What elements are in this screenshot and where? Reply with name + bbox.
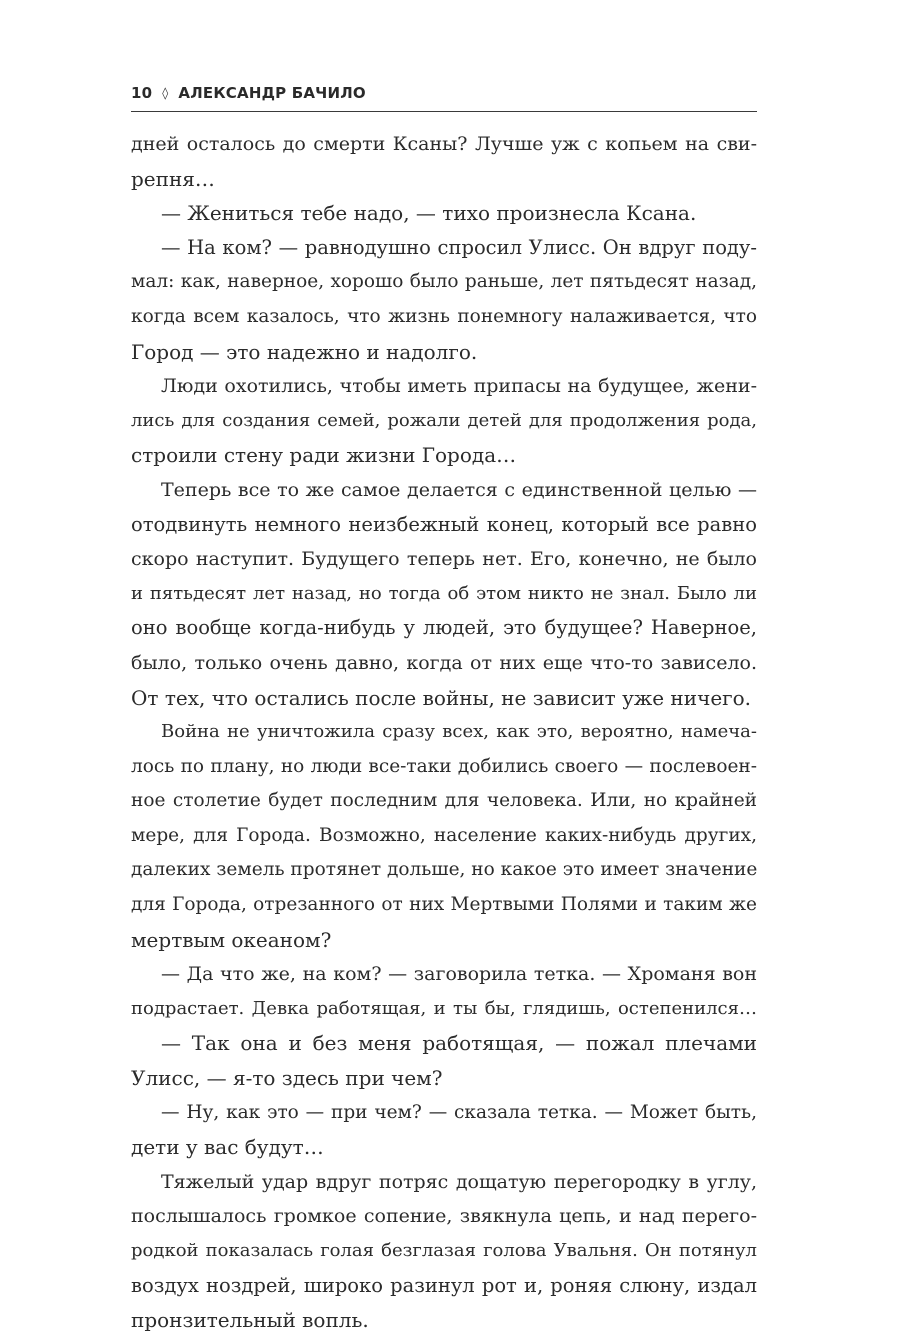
text-line: Тяжелый удар вдруг потряс дощатую перегородку в углу, (161, 1170, 757, 1193)
text-line: — Ну, как это — при чем? — сказала тетка. — Может быть, (161, 1101, 757, 1123)
text-line: родкой показалась голая безглазая голова Увальня. Он потянул (131, 1240, 757, 1261)
text-line: пронзительный вопль. (131, 1308, 369, 1333)
text-line: мере, для Города. Возможно, население каких-нибудь других, (131, 824, 757, 846)
text-line: подрастает. Девка работящая, и ты бы, глядишь, остепенился… (131, 997, 757, 1019)
text-line: ное столетие будет последним для человека. Или, но крайней (131, 790, 757, 812)
text-line: Улисс, — я-то здесь при чем? (131, 1066, 443, 1091)
text-line: — Да что же, на ком? — заговорила тетка. — Хроманя вон (161, 963, 757, 986)
text-line: для Города, отрезанного от них Мертвыми Полями и таким же (131, 894, 757, 916)
text-line: лись для создания семей, рожали детей для продолжения рода, (131, 409, 757, 431)
text-line: было, только очень давно, когда от них еще что-то зависело. (131, 651, 757, 674)
page-number: 10 (131, 84, 153, 102)
text-line: воздух ноздрей, широко разинул рот и, роняя слюну, издал (131, 1273, 757, 1297)
text-line: Люди охотились, чтобы иметь припасы на будущее, жени- (161, 375, 757, 398)
text-line: дети у вас будут… (131, 1135, 324, 1160)
text-line: мертвым океаном? (131, 927, 332, 952)
text-line: дней осталось до смерти Ксаны? Лучше уж с копьем на сви- (131, 133, 757, 155)
text-line: послышалось громкое сопение, звякнула цепь, и над перего- (131, 1205, 757, 1228)
header-rule (131, 111, 757, 112)
text-line: Город — это надежно и надолго. (131, 339, 478, 364)
text-line: строили стену ради жизни Города… (131, 443, 517, 468)
diamond-separator-icon: ◊ (162, 86, 169, 100)
running-head (131, 80, 757, 106)
text-line: репня… (131, 166, 215, 191)
text-line: Война не уничтожила сразу всех, как это, вероятно, намеча- (161, 721, 757, 743)
text-line: — Жениться тебе надо, — тихо произнесла Ксана. (161, 201, 697, 226)
text-line: От тех, что остались после войны, не зависит уже ничего. (131, 685, 752, 710)
text-line: мал: как, наверное, хорошо было раньше, лет пятьдесят назад, (131, 271, 757, 293)
text-line: оно вообще когда-нибудь у людей, это будущее? Наверное, (131, 616, 757, 640)
text-line: далеких земель протянет дольше, но какое это имеет значение (131, 859, 758, 881)
text-line: отодвинуть немного неизбежный конец, который все равно (131, 512, 757, 536)
author-name: АЛЕКСАНДР БАЧИЛО (178, 84, 366, 102)
text-line: Теперь все то же самое делается с единственной целью — (161, 478, 757, 501)
text-line: и пятьдесят лет назад, но тогда об этом никто не знал. Было ли (131, 582, 757, 604)
text-line: — Так она и без меня работящая, — пожал плечами (161, 1031, 757, 1056)
text-line: скоро наступит. Будущего теперь нет. Его, конечно, не было (131, 548, 757, 571)
text-line: — На ком? — равнодушно спросил Улисс. Он вдруг поду- (161, 235, 757, 259)
body-text (131, 127, 757, 1338)
text-line: лось по плану, но люди все-таки добились своего — послевоен- (131, 755, 757, 777)
text-line: когда всем казалось, что жизнь понемногу налаживается, что (131, 305, 757, 327)
